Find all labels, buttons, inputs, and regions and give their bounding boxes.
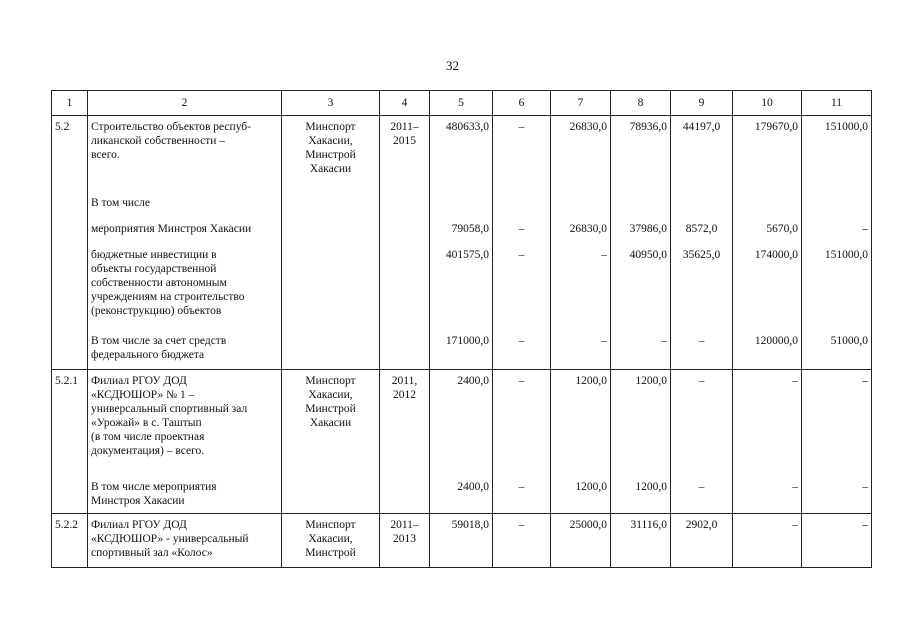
value-col-11: – [802, 514, 872, 568]
page-number: 32 [446, 58, 459, 73]
row-period: 2011– 2013 [380, 514, 430, 568]
row-period [380, 196, 430, 222]
row-organization [282, 248, 380, 334]
value-col-9: 35625,0 [671, 248, 733, 334]
row-code [52, 334, 88, 370]
column-header: 11 [802, 91, 872, 116]
table-row [52, 196, 872, 222]
row-code: 5.2.1 [52, 370, 88, 480]
value-col-9 [671, 196, 733, 222]
column-header: 10 [733, 91, 802, 116]
value-col-6: – [493, 514, 551, 568]
value-col-9: – [671, 370, 733, 480]
value-col-11: – [802, 222, 872, 248]
value-col-8: 40950,0 [611, 248, 671, 334]
row-code: 5.2.2 [52, 514, 88, 568]
row-organization: Минспорт Хакасии, Минстрой Хакасии [282, 116, 380, 196]
value-col-6: – [493, 248, 551, 334]
column-header: 8 [611, 91, 671, 116]
value-col-8: 78936,0 [611, 116, 671, 196]
row-code: 5.2 [52, 116, 88, 196]
value-col-5: 79058,0 [430, 222, 493, 248]
row-name: В том числе за счет средств федерального бюджета [88, 334, 282, 370]
value-col-5: 480633,0 [430, 116, 493, 196]
value-col-9: 8572,0 [671, 222, 733, 248]
column-header: 6 [493, 91, 551, 116]
value-col-7: 1200,0 [551, 480, 611, 514]
value-col-5: 401575,0 [430, 248, 493, 334]
value-col-9: 44197,0 [671, 116, 733, 196]
value-col-10: 5670,0 [733, 222, 802, 248]
row-organization [282, 480, 380, 514]
value-col-9: 2902,0 [671, 514, 733, 568]
value-col-5: 2400,0 [430, 370, 493, 480]
row-period: 2011, 2012 [380, 370, 430, 480]
table-row [52, 248, 872, 334]
row-code [52, 248, 88, 334]
row-period [380, 480, 430, 514]
row-code [52, 196, 88, 222]
value-col-8: 37986,0 [611, 222, 671, 248]
value-col-10: – [733, 514, 802, 568]
table-row [52, 116, 872, 196]
row-period: 2011– 2015 [380, 116, 430, 196]
value-col-7: 25000,0 [551, 514, 611, 568]
value-col-11: 151000,0 [802, 248, 872, 334]
table-row [52, 370, 872, 480]
table-row [52, 334, 872, 370]
budget-table [51, 90, 872, 568]
value-col-10: – [733, 480, 802, 514]
row-code [52, 222, 88, 248]
row-organization [282, 222, 380, 248]
value-col-7: – [551, 248, 611, 334]
table-row [52, 222, 872, 248]
column-header: 5 [430, 91, 493, 116]
value-col-6: – [493, 116, 551, 196]
value-col-6: – [493, 222, 551, 248]
value-col-11: 51000,0 [802, 334, 872, 370]
row-period [380, 222, 430, 248]
value-col-5: 171000,0 [430, 334, 493, 370]
row-name: бюджетные инвестиции в объекты государственной собственности автономным учреждениям на строительство (реконструкцию) объектов [88, 248, 282, 334]
row-organization [282, 196, 380, 222]
value-col-6: – [493, 480, 551, 514]
value-col-8: 31116,0 [611, 514, 671, 568]
column-header: 3 [282, 91, 380, 116]
value-col-6: – [493, 370, 551, 480]
column-header: 9 [671, 91, 733, 116]
value-col-10: 120000,0 [733, 334, 802, 370]
value-col-9: – [671, 480, 733, 514]
value-col-8: 1200,0 [611, 480, 671, 514]
value-col-5: 59018,0 [430, 514, 493, 568]
value-col-7 [551, 196, 611, 222]
row-name: Филиал РГОУ ДОД «КСДЮШОР» № 1 – универсальный спортивный зал «Урожай» в с. Таштып (в том числе проектная документация) – всего. [88, 370, 282, 480]
column-header: 1 [52, 91, 88, 116]
value-col-8 [611, 196, 671, 222]
row-name: В том числе мероприятия Минстроя Хакасии [88, 480, 282, 514]
table-row [52, 480, 872, 514]
row-name: Строительство объектов респуб- ликанской собственности – всего. [88, 116, 282, 196]
row-period [380, 248, 430, 334]
table-row [52, 514, 872, 568]
row-name: мероприятия Минстроя Хакасии [88, 222, 282, 248]
value-col-8: 1200,0 [611, 370, 671, 480]
value-col-7: 1200,0 [551, 370, 611, 480]
value-col-7: – [551, 334, 611, 370]
value-col-5: 2400,0 [430, 480, 493, 514]
row-name: В том числе [88, 196, 282, 222]
value-col-10: 179670,0 [733, 116, 802, 196]
row-organization [282, 334, 380, 370]
column-header: 7 [551, 91, 611, 116]
value-col-7: 26830,0 [551, 222, 611, 248]
value-col-11: – [802, 480, 872, 514]
value-col-6: – [493, 334, 551, 370]
row-code [52, 480, 88, 514]
row-name: Филиал РГОУ ДОД «КСДЮШОР» - универсальный спортивный зал «Колос» [88, 514, 282, 568]
row-period [380, 334, 430, 370]
row-organization: Минспорт Хакасии, Минстрой [282, 514, 380, 568]
value-col-8: – [611, 334, 671, 370]
value-col-7: 26830,0 [551, 116, 611, 196]
value-col-10: 174000,0 [733, 248, 802, 334]
value-col-11: – [802, 370, 872, 480]
column-header: 2 [88, 91, 282, 116]
header-row [52, 91, 872, 116]
value-col-11 [802, 196, 872, 222]
value-col-10: – [733, 370, 802, 480]
column-header: 4 [380, 91, 430, 116]
value-col-5 [430, 196, 493, 222]
value-col-9: – [671, 334, 733, 370]
value-col-6 [493, 196, 551, 222]
row-organization: Минспорт Хакасии, Минстрой Хакасии [282, 370, 380, 480]
value-col-11: 151000,0 [802, 116, 872, 196]
value-col-10 [733, 196, 802, 222]
